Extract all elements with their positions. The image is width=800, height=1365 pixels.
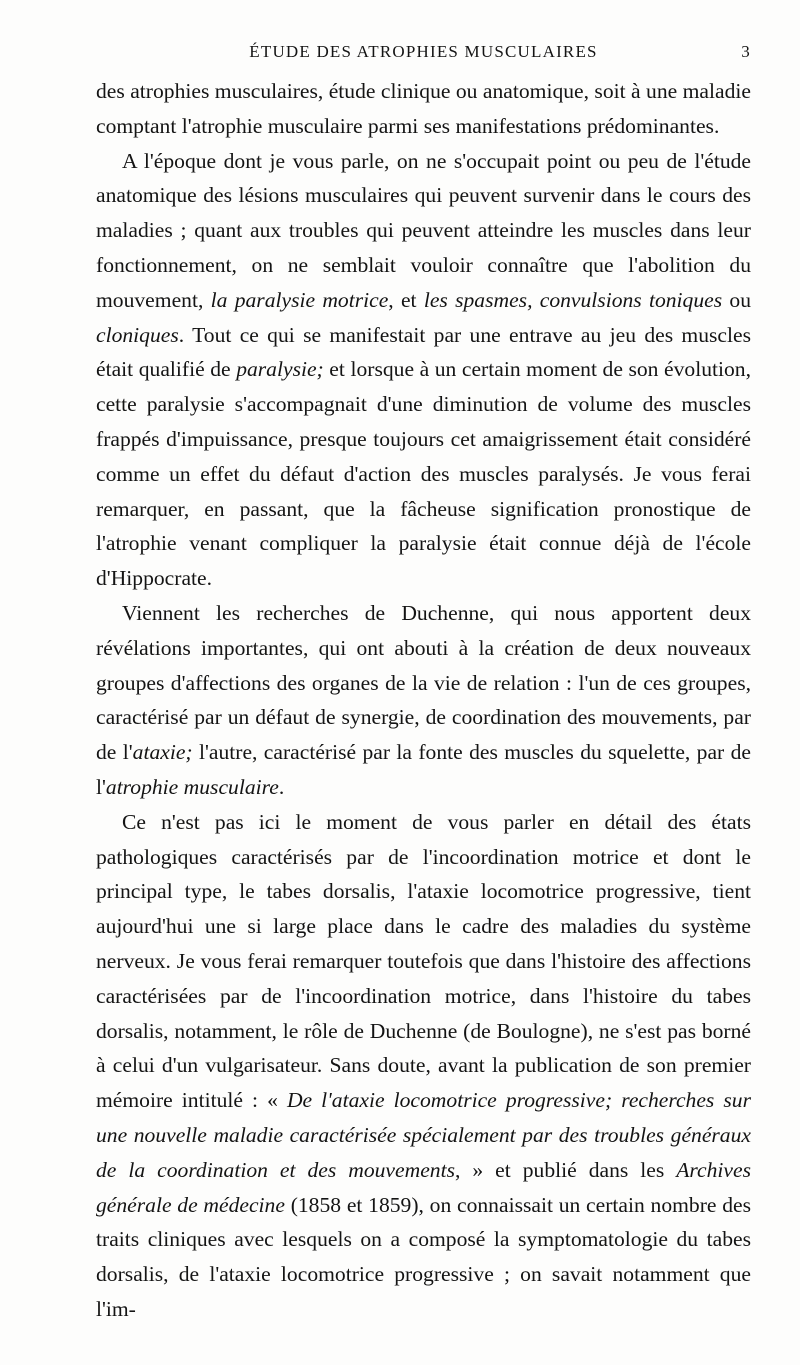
paragraph-continued <box>96 74 751 144</box>
text-body <box>96 74 751 1327</box>
text-run: et lorsque à un certain moment de son évolution, cette paralysie s'accompagnait d'une diminution de volume des muscles frappés d'impuissance, presque toujours cet amaigrissement était considéré comme un effet du défaut d'action des muscles paralysés. Je vous ferai remarquer, en passant, que la fâcheuse signification pronostique de l'atrophie venant compliquer la paralysie était connue déjà de l'école d'Hippocrate. <box>96 357 751 591</box>
paragraph <box>96 805 751 1327</box>
page-number: 3 <box>741 42 751 61</box>
italic-journal: Archives générale de médecine <box>96 1157 751 1217</box>
text-run: l'autre, caractérisé par la fonte des muscles du squelette, par de l' <box>96 740 751 799</box>
text-run: , et <box>388 287 424 312</box>
paragraph <box>96 596 751 805</box>
text-run: Ce n'est pas ici le moment de vous parler en détail des états pathologiques caractérisés par de l'incoordination motrice et dont le principal type, le tabes dorsalis, l'ataxie locomotrice progressive, tient aujourd'hui une si large place dans le cadre des maladies du système nerveux. Je vous ferai remarquer toutefois que dans l'histoire des affections caractérisées par de l'incoordination motrice, dans l'histoire du tabes dorsalis, notamment, le rôle de Duchenne (de Boulogne), ne s'est pas borné à celui d'un vulgarisateur. Sans doute, avant la publication de son premier mémoire intitulé : « <box>96 809 751 1113</box>
italic-term: atrophie musculaire <box>105 774 279 799</box>
running-head <box>96 42 751 66</box>
text-run: A l'époque dont je vous parle, on ne s'occupait point ou peu de l'étude anatomique des lésions musculaires qui peuvent survenir dans le cours des maladies ; quant aux troubles qui peuvent atteindre les muscles dans leur fonctionnement, on ne semblait vouloir connaître que l'abolition du mouvement, <box>96 148 751 312</box>
text-run: Viennent les recherches de Duchenne, qui nous apportent deux révélations importantes, qui ont abouti à la création de deux nouveaux groupes d'affections des organes de la vie de relation : l'un de ces groupes, caractérisé par un défaut de synergie, de coordination des mouvements, par de l' <box>96 600 751 765</box>
text-run: . Tout ce qui se manifestait par une entrave au jeu des muscles était qualifié de <box>96 322 751 382</box>
text-run: . <box>278 774 285 799</box>
italic-term: les spasmes, convulsions toniques <box>423 287 723 312</box>
italic-term: ataxie; <box>132 740 193 765</box>
paragraph <box>96 144 751 596</box>
italic-term: cloniques <box>96 322 179 347</box>
text-run: des atrophies musculaires, étude clinique ou anatomique, soit à une maladie comptant l'atrophie musculaire parmi ses manifestations prédominantes. <box>96 79 751 138</box>
running-title: ÉTUDE DES ATROPHIES MUSCULAIRES <box>249 42 598 61</box>
text-run: (1858 et 1859), on connaissait un certain nombre des traits cliniques avec lesquels on a composé la symptomatologie du tabes dorsalis, de l'ataxie locomotrice progressive ; on savait notamment que l'im- <box>96 1192 752 1321</box>
text-run: , » et publié dans les <box>454 1157 677 1182</box>
text-run: ou <box>722 287 752 312</box>
italic-title: De l'ataxie locomotrice progressive; recherches sur une nouvelle maladie caractérisée spécialement par des troubles généraux de la coordination et des mouvements <box>96 1088 751 1182</box>
italic-term: paralysie; <box>236 357 324 382</box>
italic-term: la paralysie motrice <box>210 287 389 312</box>
